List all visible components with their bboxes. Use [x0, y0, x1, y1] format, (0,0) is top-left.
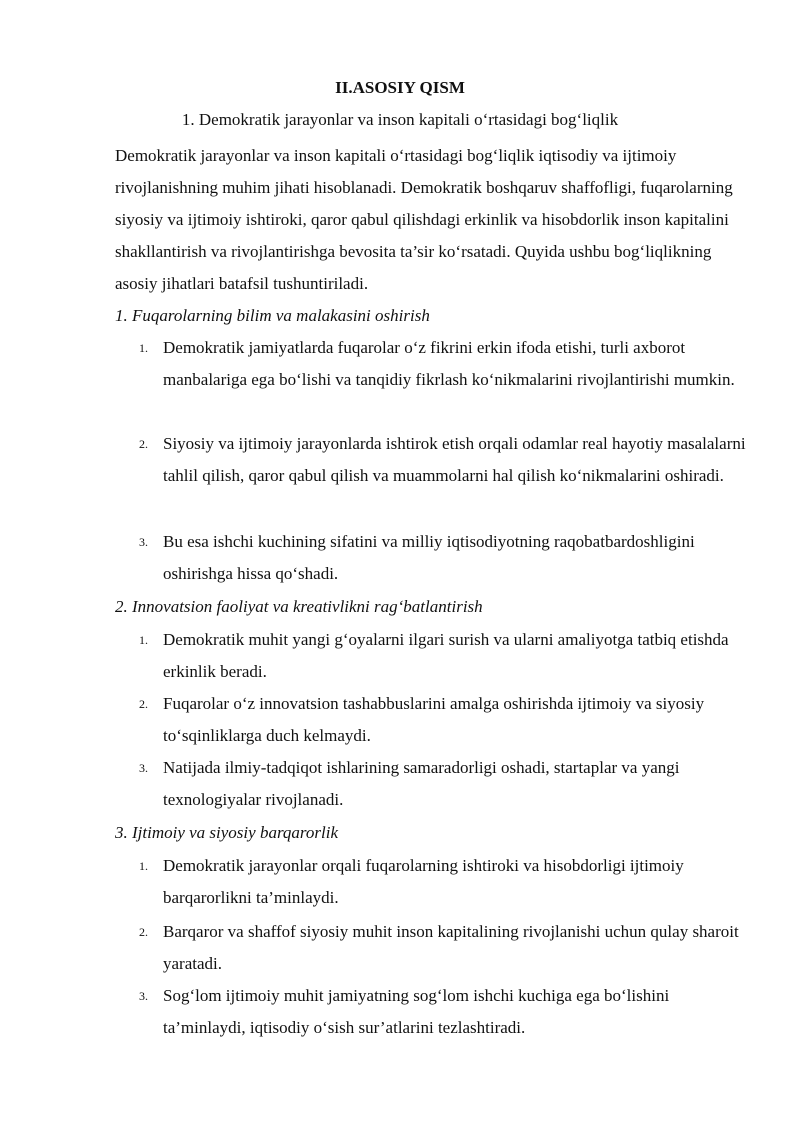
section-heading: 3. Ijtimoiy va siyosiy barqarorlik — [115, 823, 339, 842]
list-item-text: Sog‘lom ijtimoiy muhit jamiyatning sog‘lom ishchi kuchiga ega bo‘lishini ta’minlaydi, iqtisodiy o‘sish sur’atlarini tezlashtiradi. — [163, 986, 670, 1037]
section-subtitle: 1. Demokratik jarayonlar va inson kapitali o‘rtasidagi bog‘liqlik — [181, 110, 619, 129]
list-item-text: Demokratik jarayonlar orqali fuqarolarning ishtiroki va hisobdorligi ijtimoiy barqarorlikni ta’minlaydi. — [163, 856, 684, 907]
list-number: 3. — [139, 761, 148, 775]
list-item-text: Demokratik jamiyatlarda fuqarolar o‘z fikrini erkin ifoda etishi, turli axborot manbalariga ega bo‘lishi va tanqidiy fikrlash ko‘nikmalarini rivojlantirishi mumkin. — [163, 338, 735, 389]
list-item-text: Barqaror va shaffof siyosiy muhit inson kapitalining rivojlanishi uchun qulay sharoit yaratadi. — [163, 922, 739, 973]
page-title: II.ASOSIY QISM — [335, 78, 465, 97]
list-item-text: Siyosiy va ijtimoiy jarayonlarda ishtirok etish orqali odamlar real hayotiy masalalarni tahlil qilish, qaror qabul qilish va muammolarni hal qilish ko‘nikmalarini oshiradi. — [163, 434, 746, 485]
list-number: 2. — [139, 437, 148, 451]
list-number: 1. — [139, 341, 148, 355]
list-item-text: Bu esa ishchi kuchining sifatini va milliy iqtisodiyotning raqobatbardoshligini oshirishga hissa qo‘shadi. — [163, 532, 695, 583]
list-item-text: Demokratik muhit yangi g‘oyalarni ilgari surish va ularni amaliyotga tatbiq etishda erkinlik beradi. — [163, 630, 729, 681]
list-number: 2. — [139, 925, 148, 939]
list-number: 3. — [139, 989, 148, 1003]
list-number: 1. — [139, 633, 148, 647]
list-item-text: Natijada ilmiy-tadqiqot ishlarining samaradorligi oshadi, startaplar va yangi texnologiyalar rivojlanadi. — [163, 758, 680, 809]
list-number: 2. — [139, 697, 148, 711]
intro-paragraph: Demokratik jarayonlar va inson kapitali o‘rtasidagi bog‘liqlik iqtisodiy va ijtimoiy rivojlanishning muhim jihati hisoblanadi. Demokratik boshqaruv shaffofligi, fuqarolarning siyosiy va ijtimoiy ishtiroki, qaror qabul qilishdagi erkinlik va hisobdorlik inson kapitalini shakllantirish va rivojlantirishga bevosita ta’sir ko‘rsatadi. Quyida ushbu bog‘liqlikning asosiy jihatlari batafsil tushuntiriladi. — [115, 146, 733, 293]
list-item-text: Fuqarolar o‘z innovatsion tashabbuslarini amalga oshirishda ijtimoiy va siyosiy to‘sqinliklarga duch kelmaydi. — [163, 694, 705, 745]
list-number: 1. — [139, 859, 148, 873]
list-number: 3. — [139, 535, 148, 549]
section-heading: 1. Fuqarolarning bilim va malakasini oshirish — [115, 306, 430, 325]
section-heading: 2. Innovatsion faoliyat va kreativlikni rag‘batlantirish — [115, 597, 483, 616]
